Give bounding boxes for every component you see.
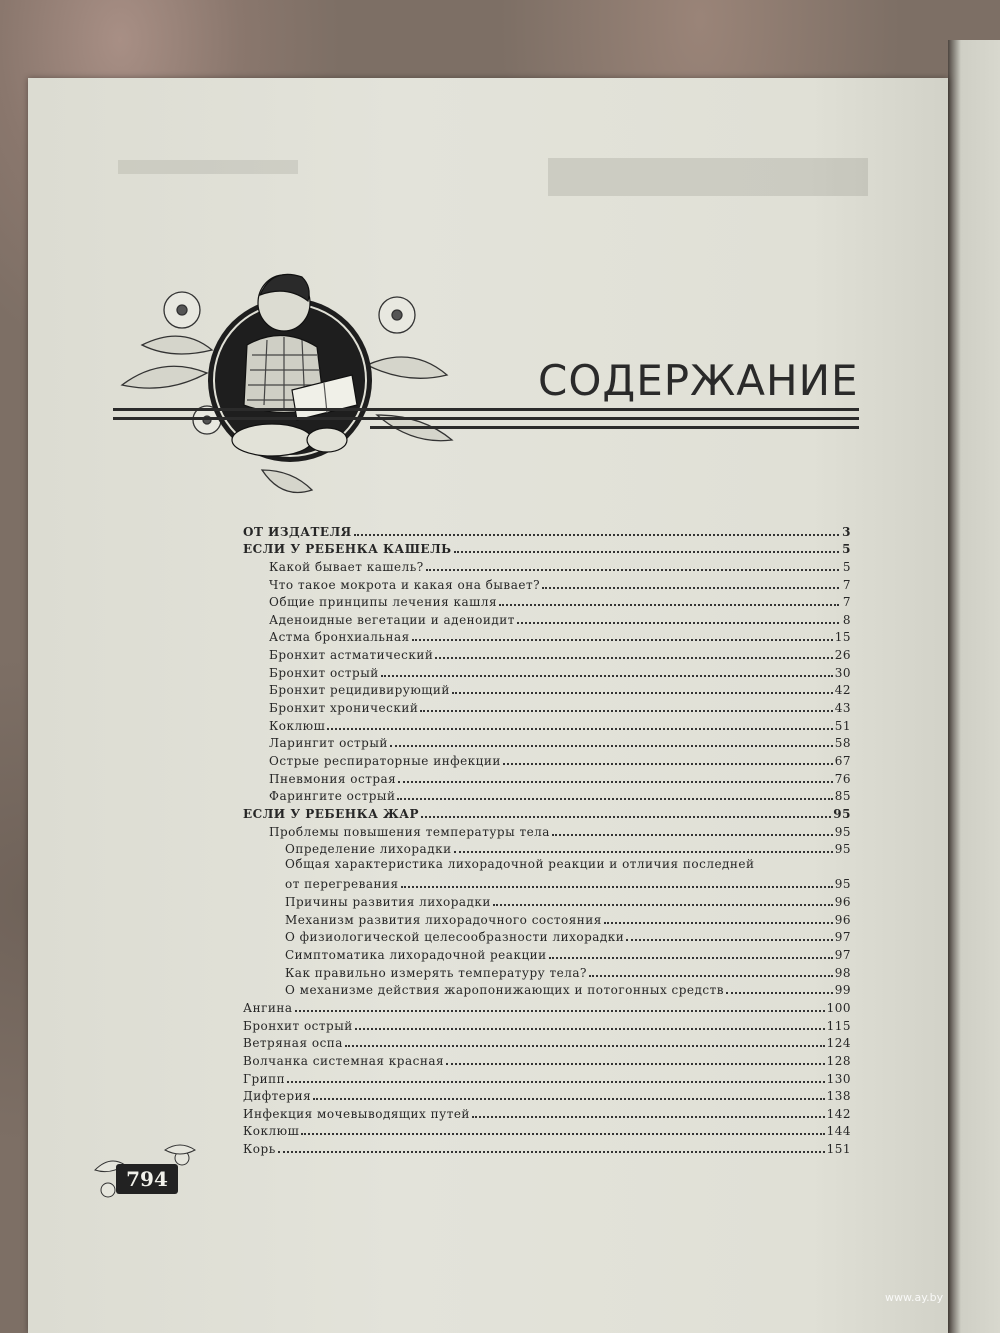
toc-entry: [243, 1015, 851, 1033]
toc-entry: [243, 839, 851, 857]
toc-leader-dots: [421, 804, 831, 818]
toc-entry: [243, 1121, 851, 1139]
toc-entry-page: 96: [834, 895, 851, 910]
toc-entry: [243, 750, 851, 768]
toc-leader-dots: [420, 698, 832, 712]
toc-entry: [243, 1086, 851, 1104]
toc-leader-dots: [726, 980, 833, 994]
toc-entry-label-continued: от перегревания: [285, 877, 399, 892]
toc-entry: [243, 556, 851, 574]
toc-entry-label: О физиологической целесообразности лихорадки: [285, 930, 625, 945]
toc-entry-page: 144: [826, 1124, 851, 1139]
toc-entry-page: 96: [834, 912, 851, 927]
toc-entry-label: Дифтерия: [243, 1089, 312, 1104]
toc-entry-label: Определение лихорадки: [285, 842, 452, 857]
toc-entry-label: Пневмония острая: [269, 771, 397, 786]
toc-leader-dots: [355, 1016, 825, 1030]
toc-entry-page: 30: [834, 665, 851, 680]
toc-entry: [243, 1050, 851, 1068]
toc-entry-label: Бронхит астматический: [269, 648, 434, 663]
toc-entry-page: 26: [834, 648, 851, 663]
toc-leader-dots: [426, 557, 839, 571]
toc-leader-dots: [589, 963, 833, 977]
toc-entry-label: Механизм развития лихорадочного состояния: [285, 912, 602, 927]
toc-entry-page: 67: [834, 753, 851, 768]
toc-entry: [243, 662, 851, 680]
page-title: СОДЕРЖАНИЕ: [538, 356, 859, 405]
toc-entry: [243, 1033, 851, 1051]
show-through-heading: [548, 158, 868, 196]
toc-leader-dots: [435, 645, 832, 659]
toc-entry-page: 95: [834, 824, 851, 839]
toc-entry: [243, 803, 851, 821]
toc-entry-page: 8: [842, 612, 851, 627]
toc-entry-label: Грипп: [243, 1071, 286, 1086]
toc-entry-page: 138: [826, 1089, 851, 1104]
toc-entry-label: Бронхит хронический: [269, 701, 419, 716]
toc-leader-dots: [412, 627, 833, 641]
toc-leader-dots: [604, 910, 833, 924]
toc-entry-label: Как правильно измерять температуру тела?: [285, 965, 587, 980]
toc-entry-page: 97: [834, 930, 851, 945]
toc-entry-page: 7: [842, 595, 851, 610]
toc-leader-dots: [278, 1139, 825, 1153]
toc-leader-dots: [390, 733, 833, 747]
toc-leader-dots: [295, 998, 825, 1012]
toc-leader-dots: [517, 610, 839, 624]
toc-entry-label: Бронхит рецидивирующий: [269, 683, 450, 698]
toc-entry-label: Какой бывает кашель?: [269, 559, 424, 574]
show-through-text: [118, 160, 298, 174]
toc-entry: [243, 521, 851, 539]
toc-entry-page: 98: [834, 965, 851, 980]
toc-leader-dots: [626, 927, 832, 941]
toc-leader-dots: [401, 874, 833, 888]
toc-entry-label: ЕСЛИ У РЕБЕНКА ЖАР: [243, 806, 420, 821]
toc-entry-page: 99: [834, 983, 851, 998]
toc-entry: [243, 592, 851, 610]
toc-entry-page: 5: [842, 559, 851, 574]
toc-entry-label: Ангина: [243, 1000, 293, 1015]
toc-entry-page: 151: [826, 1142, 851, 1157]
toc-leader-dots: [327, 716, 832, 730]
toc-entry-page: 85: [834, 789, 851, 804]
toc-entry: [243, 627, 851, 645]
toc-leader-dots: [493, 892, 833, 906]
toc-leader-dots: [552, 822, 833, 836]
toc-entry: [243, 1138, 851, 1156]
toc-entry-page: 95: [834, 842, 851, 857]
toc-entry: [243, 609, 851, 627]
page-number: 794: [116, 1164, 178, 1194]
toc-entry-page: 7: [842, 577, 851, 592]
toc-entry-label: Общие принципы лечения кашля: [269, 595, 498, 610]
toc-entry: [243, 1068, 851, 1086]
child-reading-book-icon: [112, 255, 462, 505]
toc-entry-page: 42: [834, 683, 851, 698]
table-of-contents: [243, 521, 851, 1156]
toc-entry: [243, 574, 851, 592]
toc-entry-page: 43: [834, 701, 851, 716]
toc-entry-page: 95: [833, 806, 851, 821]
toc-entry: [243, 539, 851, 557]
toc-entry: [243, 768, 851, 786]
toc-leader-dots: [398, 769, 832, 783]
toc-entry-page: 51: [834, 718, 851, 733]
toc-entry-page: 130: [826, 1071, 851, 1086]
toc-leader-dots: [472, 1104, 825, 1118]
toc-leader-dots: [354, 522, 839, 536]
toc-entry: [243, 821, 851, 839]
toc-entry: [243, 786, 851, 804]
toc-entry: [243, 962, 851, 980]
title-rule-3: [370, 426, 859, 429]
toc-leader-dots: [452, 680, 833, 694]
toc-entry: [243, 715, 851, 733]
toc-entry: [243, 1103, 851, 1121]
toc-entry: [243, 980, 851, 998]
toc-entry-label: Ветряная оспа: [243, 1036, 343, 1051]
toc-entry-label: Коклюш: [243, 1124, 300, 1139]
toc-entry: [243, 944, 851, 962]
toc-entry-page: 76: [834, 771, 851, 786]
facing-page-edge: [948, 40, 1000, 1333]
title-rule-2: [113, 417, 859, 420]
toc-entry: [243, 697, 851, 715]
toc-leader-dots: [499, 592, 839, 606]
toc-entry: [243, 856, 851, 891]
toc-entry-label: Фарингите острый: [269, 789, 396, 804]
toc-entry-label: Причины развития лихорадки: [285, 895, 491, 910]
toc-entry-label: О механизме действия жаропонижающих и потогонных средств: [285, 983, 725, 998]
toc-entry-page: 100: [826, 1000, 851, 1015]
toc-leader-dots: [503, 751, 833, 765]
toc-entry-page: 5: [842, 542, 851, 557]
toc-leader-dots: [454, 539, 839, 553]
toc-entry-label: ОТ ИЗДАТЕЛЯ: [243, 524, 352, 539]
toc-entry-page: 58: [834, 736, 851, 751]
toc-entry-page: 128: [826, 1053, 851, 1068]
toc-leader-dots: [542, 575, 839, 589]
toc-entry-label: Корь: [243, 1142, 276, 1157]
toc-entry-page: 95: [834, 877, 851, 892]
toc-entry-label: Бронхит острый: [243, 1018, 353, 1033]
toc-entry-label: Острые респираторные инфекции: [269, 753, 501, 768]
toc-entry-label: Что такое мокрота и какая она бывает?: [269, 577, 541, 592]
toc-entry-label: Аденоидные вегетации и аденоидит: [269, 612, 515, 627]
toc-leader-dots: [301, 1121, 824, 1135]
toc-entry: [243, 997, 851, 1015]
toc-entry-label: Волчанка системная красная: [243, 1053, 445, 1068]
toc-entry-label: Общая характеристика лихорадочной реакции и отличия последней: [285, 857, 755, 872]
toc-entry-page: 3: [842, 524, 851, 539]
toc-entry-page: 115: [826, 1018, 851, 1033]
toc-entry-page: 124: [826, 1036, 851, 1051]
toc-entry-label: Инфекция мочевыводящих путей: [243, 1106, 470, 1121]
watermark: www.ay.by: [885, 1291, 944, 1304]
toc-entry: [243, 644, 851, 662]
toc-leader-dots: [345, 1033, 825, 1047]
toc-entry: [243, 680, 851, 698]
toc-entry: [243, 733, 851, 751]
toc-entry: [243, 927, 851, 945]
toc-leader-dots: [446, 1051, 825, 1065]
toc-entry-label: Проблемы повышения температуры тела: [269, 824, 550, 839]
toc-entry-label: Астма бронхиальная: [269, 630, 410, 645]
toc-leader-dots: [454, 839, 833, 853]
toc-entry-label: Ларингит острый: [269, 736, 388, 751]
toc-leader-dots: [549, 945, 833, 959]
toc-leader-dots: [397, 786, 832, 800]
toc-entry: [243, 909, 851, 927]
toc-entry-page: 15: [834, 630, 851, 645]
toc-entry: [243, 891, 851, 909]
toc-entry-label: Бронхит острый: [269, 665, 379, 680]
title-rule-1: [113, 408, 859, 411]
toc-leader-dots: [381, 663, 833, 677]
toc-leader-dots: [313, 1086, 824, 1100]
toc-entry-label: ЕСЛИ У РЕБЕНКА КАШЕЛЬ: [243, 542, 452, 557]
toc-entry-page: 142: [826, 1106, 851, 1121]
toc-entry-label: Коклюш: [269, 718, 326, 733]
toc-entry-label: Симптоматика лихорадочной реакции: [285, 948, 547, 963]
toc-leader-dots: [287, 1069, 824, 1083]
toc-entry-page: 97: [834, 948, 851, 963]
